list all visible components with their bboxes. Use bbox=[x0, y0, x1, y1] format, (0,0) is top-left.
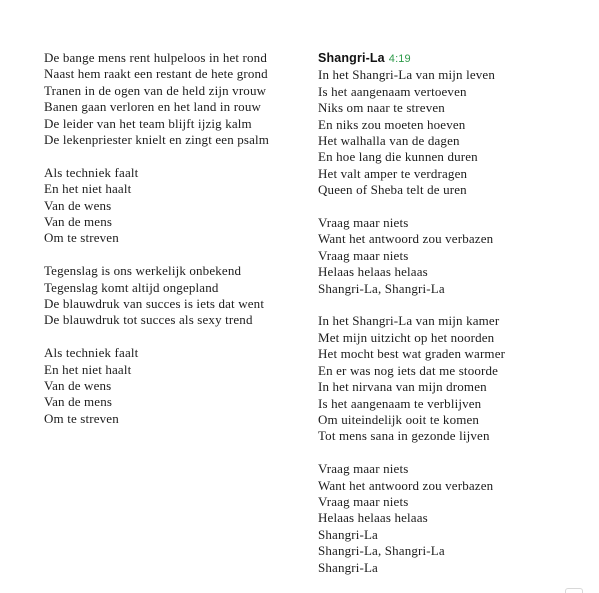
lyric-line: De bange mens rent hulpeloos in het rond bbox=[44, 50, 267, 65]
lyric-line: Niks om naar te streven bbox=[318, 100, 445, 116]
lyric-line: Met mijn uitzicht op het noorden bbox=[318, 329, 495, 345]
lyrics-stanza bbox=[318, 215, 588, 297]
lyric-line: Want het antwoord zou verbazen bbox=[318, 477, 494, 493]
lyric-line: Tegenslag komt altijd ongepland bbox=[44, 279, 219, 295]
lyric-line: In het nirvana van mijn dromen bbox=[318, 379, 487, 395]
song-heading bbox=[318, 50, 588, 67]
lyrics-stanza bbox=[44, 50, 294, 148]
lyric-line: In het Shangri-La van mijn kamer bbox=[318, 313, 500, 329]
lyric-line: Het valt amper te verdragen bbox=[318, 165, 468, 181]
lyrics-left-column bbox=[44, 50, 294, 444]
lyric-line: En hoe lang die kunnen duren bbox=[318, 149, 478, 165]
lyrics-stanza bbox=[44, 345, 294, 427]
lyric-line: Queen of Sheba telt de uren bbox=[318, 182, 467, 198]
lyric-line: De blauwdruk tot succes als sexy trend bbox=[44, 312, 253, 328]
page-corner-mark bbox=[565, 588, 583, 593]
lyric-line: Shangri-La, Shangri-La bbox=[318, 280, 445, 296]
lyrics-right-column bbox=[318, 50, 588, 592]
lyric-line: Vraag maar niets bbox=[318, 493, 409, 509]
lyric-line: Van de mens bbox=[44, 394, 113, 410]
lyric-line: Vraag maar niets bbox=[318, 215, 409, 231]
lyric-line: Als techniek faalt bbox=[44, 164, 139, 180]
lyrics-stanza bbox=[44, 165, 294, 247]
lyric-line: Als techniek faalt bbox=[44, 345, 139, 361]
lyric-line: Om uiteindelijk ooit te komen bbox=[318, 411, 480, 427]
song-title: Shangri-La bbox=[318, 51, 385, 65]
lyric-line: Van de mens bbox=[44, 214, 113, 230]
lyric-line: Tranen in de ogen van de held zijn vrouw bbox=[44, 82, 267, 98]
lyrics-stanza bbox=[318, 461, 588, 576]
lyric-line: De leider van het team blijft ijzig kalm bbox=[44, 115, 252, 131]
lyric-line: Shangri-La, Shangri-La bbox=[318, 543, 445, 559]
lyric-line: Vraag maar niets bbox=[318, 461, 409, 477]
lyric-line: In het Shangri-La van mijn leven bbox=[318, 67, 495, 83]
lyric-line: Is het aangenaam te verblijven bbox=[318, 395, 482, 411]
lyric-line: Want het antwoord zou verbazen bbox=[318, 231, 494, 247]
lyric-line: Banen gaan verloren en het land in rouw bbox=[44, 99, 262, 115]
lyric-line: En het niet haalt bbox=[44, 361, 132, 377]
song-duration: 4:19 bbox=[388, 53, 411, 65]
lyric-line: En er was nog iets dat me stoorde bbox=[318, 362, 499, 378]
lyric-line: Shangri-La bbox=[318, 526, 378, 542]
lyric-line: Is het aangenaam vertoeven bbox=[318, 83, 467, 99]
lyrics-stanza bbox=[318, 67, 588, 198]
lyrics-stanza bbox=[44, 263, 294, 329]
lyric-line: Helaas helaas helaas bbox=[318, 510, 428, 526]
lyric-line: Shangri-La bbox=[318, 559, 378, 575]
lyrics-stanza bbox=[318, 313, 588, 444]
lyric-line: Om te streven bbox=[44, 410, 119, 426]
lyric-line: De lekenpriester knielt en zingt een psalm bbox=[44, 132, 270, 148]
lyric-line: Van de wens bbox=[44, 197, 112, 213]
lyric-line: Tegenslag is ons werkelijk onbekend bbox=[44, 263, 242, 279]
lyric-line: En het niet haalt bbox=[44, 181, 132, 197]
lyric-line: Het mocht best wat graden warmer bbox=[318, 346, 506, 362]
lyric-line: Naast hem raakt een restant de hete grond bbox=[44, 66, 268, 82]
lyric-line: Het walhalla van de dagen bbox=[318, 133, 460, 149]
lyric-line: Tot mens sana in gezonde lijven bbox=[318, 428, 490, 444]
lyric-line: De blauwdruk van succes is iets dat went bbox=[44, 296, 265, 312]
lyric-line: Om te streven bbox=[44, 230, 119, 246]
lyric-line: Vraag maar niets bbox=[318, 247, 409, 263]
lyric-line: Helaas helaas helaas bbox=[318, 264, 428, 280]
lyric-line: En niks zou moeten hoeven bbox=[318, 116, 466, 132]
lyric-line: Van de wens bbox=[44, 378, 112, 394]
